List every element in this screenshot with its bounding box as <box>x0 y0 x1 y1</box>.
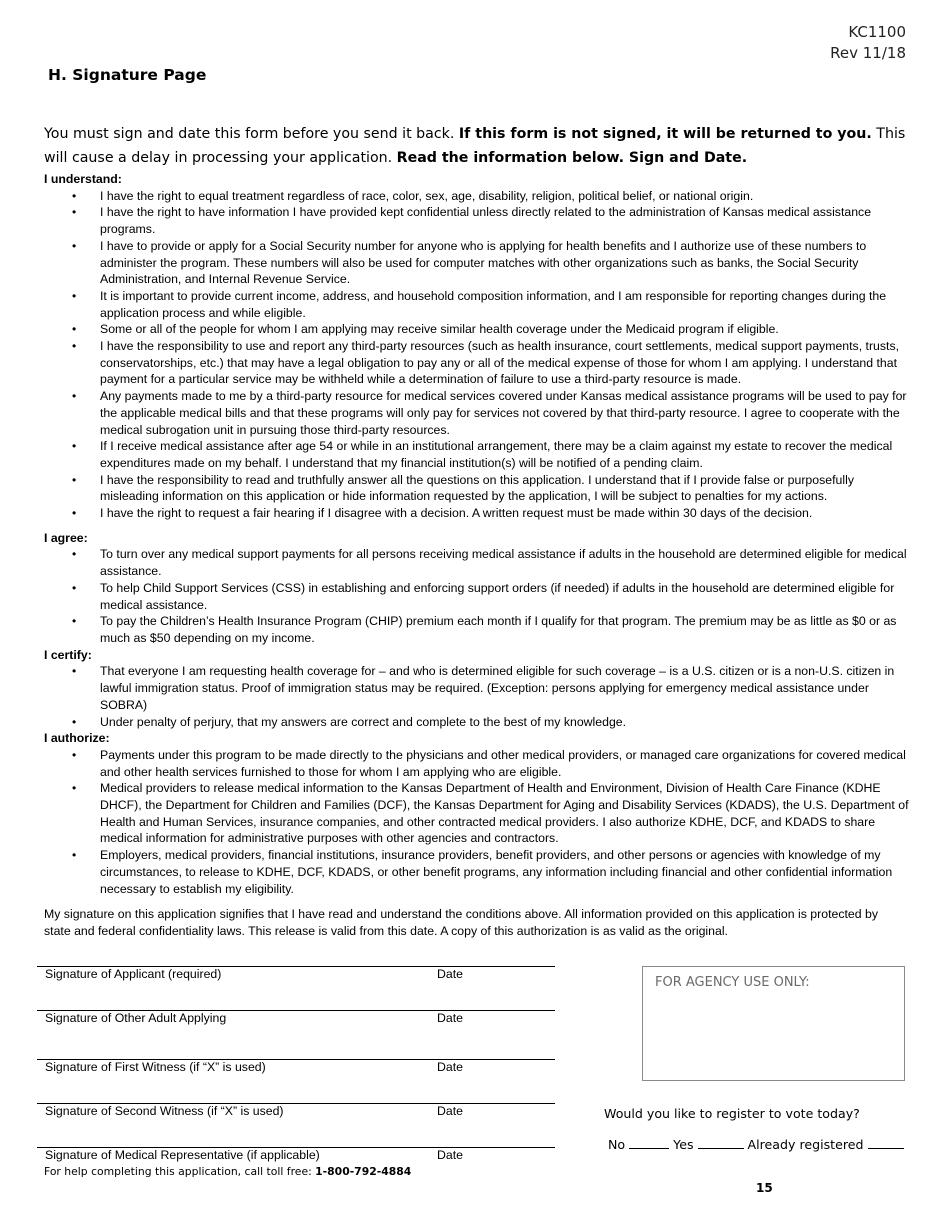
intro-text-2: This will cause a delay in processing your application. <box>44 126 906 166</box>
signature-label: Signature of Medical Representative (if applicable) <box>45 1148 320 1162</box>
agency-use-box <box>642 966 905 1081</box>
signature-label: Signature of Second Witness (if “X” is used) <box>45 1104 284 1118</box>
bullet-item: • It is important to provide current income, address, and household composition information, and I am responsible for reporting changes during the application process and while eligible. <box>44 288 910 321</box>
bullet-item: • Under penalty of perjury, that my answers are correct and complete to the best of my knowledge. <box>44 714 910 731</box>
date-label: Date <box>437 967 463 981</box>
certify-heading: I certify: <box>44 647 92 662</box>
bullet-item: • To turn over any medical support payments for all persons receiving medical assistance if adults in the household are determined eligible for medical assistance. <box>44 546 910 579</box>
date-label: Date <box>437 1011 463 1025</box>
bullet-item: • I have to provide or apply for a Social Security number for anyone who is applying for health benefits and I authorize use of these numbers to administer the program. These numbers will also be used for computer matches with other organizations such as banks, the Social Security Administration, and Internal Revenue Service. <box>44 238 910 288</box>
signature-label: Signature of Applicant (required) <box>45 967 222 981</box>
bullet-item: • I have the responsibility to read and truthfully answer all the questions on this application. I understand that if I provide false or purposefully misleading information on this application or hide information requested by the application, I will be subject to penalties for my actions. <box>44 472 910 505</box>
signature-line-first-witness[interactable] <box>37 1059 555 1074</box>
vote-yes-blank[interactable] <box>698 1136 744 1149</box>
vote-already-label: Already registered <box>747 1137 864 1152</box>
vote-already-blank[interactable] <box>868 1136 904 1149</box>
intro-text-1: You must sign and date this form before you send it back. <box>44 126 455 142</box>
voter-registration-question: Would you like to register to vote today? <box>604 1106 860 1121</box>
bullet-item: • I have the right to request a fair hearing if I disagree with a decision. A written request must be made within 30 days of the decision. <box>44 505 910 522</box>
bullet-item: • Any payments made to me by a third-party resource for medical services covered under Kansas medical assistance programs will be used to pay for the applicable medical bills and that these programs will only pay for services not covered by that third-party resource. I agree to cooperate with the medical subrogation unit in pursuing those third-party resources. <box>44 388 910 438</box>
vote-no-blank[interactable] <box>629 1136 669 1149</box>
certify-list <box>44 663 910 730</box>
intro-bold-1: If this form is not signed, it will be returned to you. <box>458 126 872 142</box>
help-line <box>44 1165 411 1178</box>
authorize-heading: I authorize: <box>44 731 110 746</box>
bullet-item: • I have the responsibility to use and report any third-party resources (such as health insurance, court settlements, medical support payments, trusts, conservatorships, etc.) that may have a legal obligation to pay any or all of the medical expense of those for whom I am applying. I understand that payment for a particular service may be withheld while a determination of failure to use a third-party resource is made. <box>44 338 910 388</box>
form-revision: Rev 11/18 <box>830 44 906 62</box>
bullet-item: • I have the right to have information I have provided kept confidential unless directly related to the administration of Kansas medical assistance programs. <box>44 204 910 237</box>
help-phone: 1-800-792-4884 <box>315 1165 412 1178</box>
help-text: For help completing this application, call toll free: <box>44 1165 312 1178</box>
voter-registration-options <box>608 1136 904 1152</box>
bullet-item: • Some or all of the people for whom I am applying may receive similar health coverage under the Medicaid program if eligible. <box>44 321 910 338</box>
vote-no-label: No <box>608 1137 626 1152</box>
date-label: Date <box>437 1104 463 1118</box>
bullet-item: • To help Child Support Services (CSS) in establishing and enforcing support orders (if needed) if adults in the household are determined eligible for medical assistance. <box>44 580 910 613</box>
bullet-item: • I have the right to equal treatment regardless of race, color, sex, age, disability, religion, political belief, or national origin. <box>44 188 910 205</box>
vote-yes-label: Yes <box>673 1137 694 1152</box>
agree-heading: I agree: <box>44 530 88 545</box>
signature-line-medical-representative[interactable] <box>37 1147 555 1162</box>
intro-paragraph <box>44 122 914 170</box>
understand-list <box>44 188 910 522</box>
form-code: KC1100 <box>848 23 906 41</box>
bullet-item: • Employers, medical providers, financial institutions, insurance providers, benefit providers, and other persons or agencies with knowledge of my circumstances, to release to KDHE, DCF, KDADS, or other benefit programs, any information including financial and other confidential information necessary to establish my eligibility. <box>44 847 910 897</box>
agree-list <box>44 546 910 646</box>
signature-line-applicant[interactable] <box>37 966 555 981</box>
signature-line-other-adult[interactable] <box>37 1010 555 1025</box>
form-header <box>830 22 906 64</box>
terms-body <box>44 171 910 940</box>
page-number: 15 <box>756 1181 773 1195</box>
bullet-item: • That everyone I am requesting health coverage for – and who is determined eligible for such coverage – is a U.S. citizen or is a non-U.S. citizen in lawful immigration status. Proof of immigration status may be required. (Exception: persons applying for emergency medical assistance under SOBRA) <box>44 663 910 713</box>
bullet-item: • If I receive medical assistance after age 54 or while in an institutional arrangement, there may be a claim against my estate to recover the medical expenditures made on my behalf. I understand that my financial institution(s) will be notified of a pending claim. <box>44 438 910 471</box>
signature-label: Signature of Other Adult Applying <box>45 1011 227 1025</box>
signature-label: Signature of First Witness (if “X” is used) <box>45 1060 266 1074</box>
bullet-item: • To pay the Children’s Health Insurance Program (CHIP) premium each month if I qualify for that program. The premium may be as little as $0 or as much as $50 depending on my income. <box>44 613 910 646</box>
intro-bold-2: Read the information below. Sign and Date. <box>396 150 748 166</box>
date-label: Date <box>437 1148 463 1162</box>
understand-heading: I understand: <box>44 172 122 186</box>
bullet-item: • Payments under this program to be made directly to the physicians and other medical providers, or managed care organizations for covered medical and other health services furnished to those for whom I am applying who are eligible. <box>44 747 910 780</box>
authorize-list <box>44 747 910 897</box>
signature-line-second-witness[interactable] <box>37 1103 555 1118</box>
bullet-item: • Medical providers to release medical information to the Kansas Department of Health and Environment, Division of Health Care Finance (KDHE DHCF), the Department for Children and Families (DCF), the Kansas Department for Aging and Disability Services (KDADS), the U.S. Department of Health and Human Services, insurance companies, and other contracted medical providers. I also authorize KDHE, DCF, and KDADS to share medical information for administrative purposes with other agencies and contractors. <box>44 780 910 847</box>
date-label: Date <box>437 1060 463 1074</box>
section-title: H. Signature Page <box>48 66 207 84</box>
agency-use-label: FOR AGENCY USE ONLY: <box>655 975 810 990</box>
closing-statement: My signature on this application signifies that I have read and understand the conditions above. All information provided on this application is protected by state and federal confidentiality laws. This release is valid from this date. A copy of this authorization is as valid as the original. <box>44 907 878 938</box>
